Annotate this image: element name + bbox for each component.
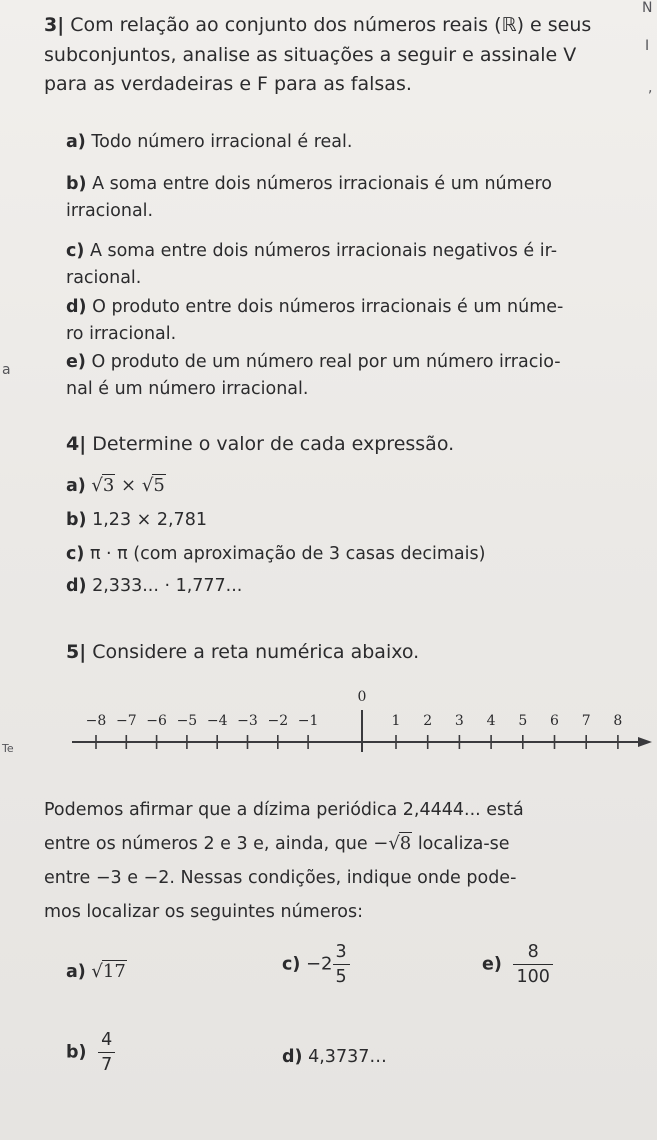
item-label: d): [66, 576, 87, 596]
item-label: c): [282, 954, 301, 975]
item-label: b): [66, 1042, 87, 1063]
fraction-denominator: 5: [335, 967, 347, 987]
sqrt-expression: √5: [141, 475, 165, 496]
number-line-label: −3: [237, 713, 258, 729]
q5-paragraph-line: mos localizar os seguintes números:: [44, 902, 363, 922]
radicand: 8: [399, 833, 412, 854]
item-label: c): [66, 544, 85, 564]
number-line-label: 6: [550, 713, 559, 729]
fraction-denominator: 7: [101, 1055, 113, 1075]
number-line-label: −5: [176, 713, 198, 729]
number-line-label: 3: [454, 713, 464, 729]
edge-mark: I: [645, 38, 650, 54]
item-text: O produto entre dois números irracionais é um núme-: [92, 297, 564, 317]
number-line-label: 1: [391, 713, 401, 729]
item-label: a): [66, 476, 86, 496]
item-label: b): [66, 510, 87, 530]
sqrt-expression: √8: [388, 833, 412, 854]
q3-statement-line: Com relação ao conjunto dos números reais (ℝ) e seus: [70, 14, 592, 36]
item-label: a): [66, 962, 86, 982]
item-label: d): [66, 297, 87, 317]
q5-item-e: [482, 940, 553, 989]
minus-sign: −: [373, 833, 389, 854]
number-line-label: 7: [581, 713, 591, 729]
q4-statement: Determine o valor de cada expressão.: [92, 433, 455, 455]
q5-number: 5|: [66, 641, 87, 663]
fraction-numerator: 3: [333, 940, 350, 965]
number-line-label: 5: [518, 713, 528, 729]
number-line-label: 8: [613, 713, 623, 729]
number-line-label: −8: [85, 713, 107, 729]
q3-statement-line: para as verdadeiras e F para as falsas.: [44, 73, 412, 95]
number-line-label: 2: [423, 713, 433, 729]
item-label: a): [66, 132, 86, 152]
number-line-zero-label: 0: [357, 689, 367, 705]
item-text: 1,23 × 2,781: [92, 510, 207, 530]
q5-paragraph-line: [44, 832, 510, 856]
item-text: A soma entre dois números irracionais negativos é ir-: [89, 241, 558, 261]
sqrt-expression: √3: [91, 475, 115, 496]
fraction-numerator: 8: [513, 940, 552, 965]
item-text: Todo número irracional é real.: [91, 132, 353, 152]
fraction-denominator: 100: [516, 967, 550, 987]
fraction: [98, 1028, 115, 1077]
q5-statement: Considere a reta numérica abaixo.: [92, 641, 420, 663]
paragraph-text: localiza-se: [412, 834, 510, 854]
number-line-label: −1: [297, 713, 319, 729]
edge-mark: ,: [648, 80, 653, 96]
item-text: O produto de um número real por um número irracio-: [91, 352, 561, 372]
item-text: 4,3737…: [308, 1047, 387, 1067]
sqrt-expression: √17: [91, 961, 126, 982]
radicand: 3: [102, 475, 115, 496]
minus-sqrt-8: [373, 833, 412, 854]
q3-number: 3|: [44, 14, 65, 36]
number-line-label: −2: [267, 713, 289, 729]
q5-paragraph-line: Podemos afirmar que a dízima periódica 2,4444... está: [44, 800, 524, 820]
number-line-label: 4: [486, 713, 496, 729]
fraction: [513, 940, 552, 989]
q3-statement-line: subconjuntos, analise as situações a seguir e assinale V: [44, 44, 577, 66]
number-line-label: −6: [146, 713, 167, 729]
item-text: 2,333... · 1,777...: [92, 576, 243, 596]
q5-item-d: [282, 1045, 387, 1069]
item-label: b): [66, 174, 87, 194]
mixed-number-whole: −2: [305, 953, 333, 975]
q5-paragraph-line: entre −3 e −2. Nessas condições, indique onde pode-: [44, 868, 517, 888]
radicand: 5: [153, 475, 165, 496]
q5-item-c: [282, 940, 350, 989]
item-text-continued: nal é um número irracional.: [66, 379, 309, 399]
item-label: d): [282, 1047, 303, 1067]
item-text-continued: irracional.: [66, 201, 154, 221]
item-text: π · π (com aproximação de 3 casas decimais): [89, 544, 486, 564]
q4-number: 4|: [66, 433, 87, 455]
edge-mark: N: [642, 0, 653, 16]
q5-item-b: [66, 1028, 115, 1077]
fraction: [333, 940, 350, 989]
axis-arrowhead: [638, 737, 652, 747]
item-label: e): [482, 954, 502, 975]
item-label: e): [66, 352, 86, 372]
paragraph-text: entre os números 2 e 3 e, ainda, que: [44, 834, 374, 854]
number-line-label: −7: [115, 713, 137, 729]
item-text-continued: ro irracional.: [66, 324, 177, 344]
item-text-continued: racional.: [66, 268, 142, 288]
operator: ×: [115, 475, 142, 496]
item-label: c): [66, 241, 85, 261]
fraction-numerator: 4: [98, 1028, 115, 1053]
q5-item-a: [66, 950, 127, 994]
edge-mark: Te: [2, 742, 14, 755]
radicand: 17: [102, 961, 126, 982]
number-line-label: −4: [206, 713, 228, 729]
edge-mark: a: [2, 362, 11, 378]
item-text: A soma entre dois números irracionais é um número: [92, 174, 552, 194]
